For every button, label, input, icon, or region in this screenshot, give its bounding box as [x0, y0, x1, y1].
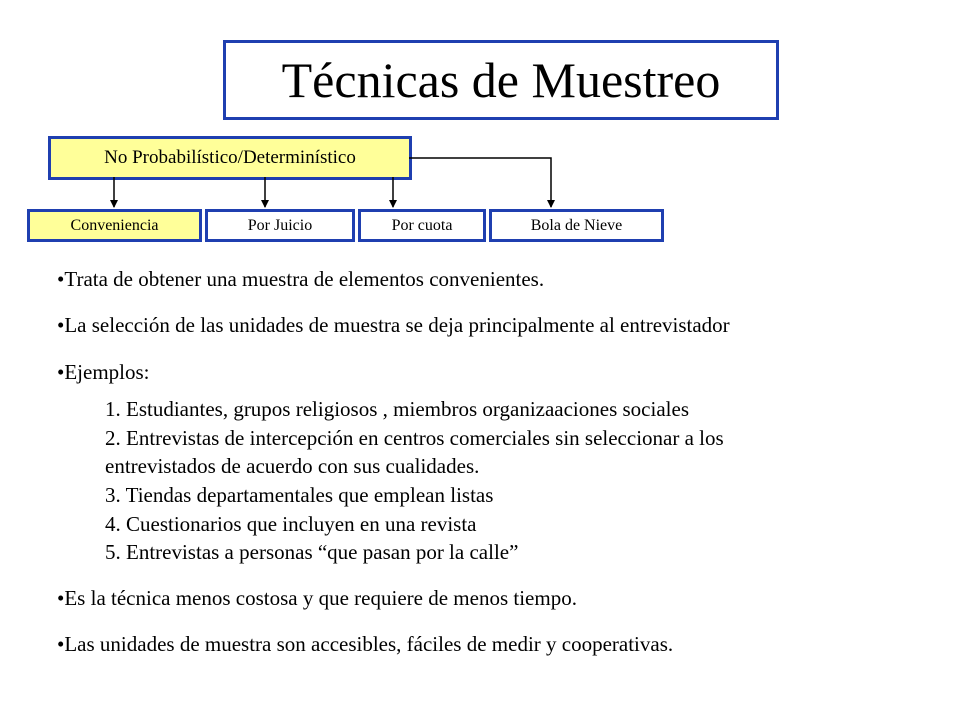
- bullet-item: • Es la técnica menos costosa y que requiere de menos tiempo.: [57, 583, 937, 613]
- example-item: 1. Estudiantes, grupos religiosos , miembros organizaaciones sociales: [105, 397, 689, 422]
- bullet-item: • Ejemplos:: [57, 357, 937, 387]
- leaf-por-cuota: Por cuota: [358, 209, 486, 242]
- bullet-item: • Trata de obtener una muestra de elementos convenientes.: [57, 264, 937, 294]
- content-body: [57, 264, 937, 659]
- example-item: 5. Entrevistas a personas “que pasan por la calle”: [105, 540, 519, 565]
- leaf-bola-de-nieve: Bola de Nieve: [489, 209, 664, 242]
- leaf-por-juicio: Por Juicio: [205, 209, 355, 242]
- examples-list: [105, 395, 937, 566]
- example-item: entrevistados de acuerdo con sus cualidades.: [105, 454, 480, 479]
- bullet-item: • Las unidades de muestra son accesibles, fáciles de medir y cooperativas.: [57, 629, 937, 659]
- example-item: 3. Tiendas departamentales que emplean listas: [105, 482, 494, 507]
- root-node-no-probabilistico: No Probabilístico/Determinístico: [48, 136, 412, 180]
- leaf-conveniencia: Conveniencia: [27, 209, 202, 242]
- connector-bola-de-nieve: [409, 158, 551, 207]
- bullet-item: • La selección de las unidades de muestra se deja principalmente al entrevistador: [57, 310, 937, 340]
- slide-title: Técnicas de Muestreo: [223, 40, 779, 120]
- example-item: 2. Entrevistas de intercepción en centros comerciales sin seleccionar a los: [105, 425, 724, 450]
- example-item: 4. Cuestionarios que incluyen en una revista: [105, 511, 477, 536]
